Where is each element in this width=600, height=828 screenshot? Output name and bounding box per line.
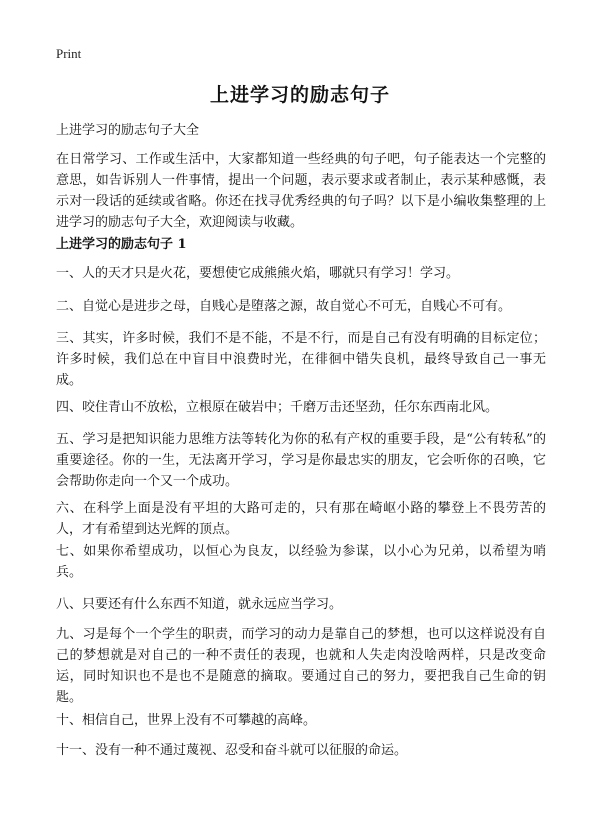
list-item: 四、咬住青山不放松，立根原在破岩中；千磨万击还坚劲，任尔东西南北风。	[56, 400, 499, 415]
list-item: 五、学习是把知识能力思维方法等转化为你的私有产权的重要手段，是“公有转私”的重要途径。你的一生，无法离开学习，学习是你最忠实的朋友，它会听你的召唤，它会帮助你走向一个又一个成功。	[56, 432, 546, 489]
list-item: 七、如果你希望成功，以恒心为良友，以经验为参谋，以小心为兄弟，以希望为哨兵。	[56, 544, 546, 580]
list-item: 一、人的天才只是火花，要想使它成熊熊火焰，哪就只有学习！学习。	[56, 266, 460, 281]
list-item: 二、自觉心是进步之母，自贱心是堕落之源，故自觉心不可无，自贱心不可有。	[56, 299, 512, 314]
list-item: 十、相信自己，世界上没有不可攀越的高峰。	[56, 713, 317, 728]
list-item: 九、习是每个一个学生的职责，而学习的动力是靠自己的梦想，也可以这样说没有自己的梦想就是对自己的一种不责任的表现，也就和人失走肉没啥两样，只是改变命运，同时知识也不是也不是随意的摘取。要通过自己的努力，要把我自己生命的钥匙。	[56, 627, 546, 705]
list-item: 八、只要还有什么东西不知道，就永远应当学习。	[56, 597, 343, 612]
print-link[interactable]: Print	[56, 46, 82, 61]
list-item: 六、在科学上面是没有平坦的大路可走的，只有那在崎岖小路的攀登上不畏劳苦的人，才有希望到达光辉的顶点。	[56, 501, 546, 537]
intro-paragraph: 在日常学习、工作或生活中，大家都知道一些经典的句子吧，句子能表达一个完整的意思，如告诉别人一件事情，提出一个问题，表示要求或者制止，表示某种感慨，表示对一段话的延续或省略。你还在找寻优秀经典的句子吗？以下是小编收集整理的上进学习的励志句子大全，欢迎阅读与收藏。	[56, 152, 546, 230]
list-item: 十一、没有一种不通过蔑视、忍受和奋斗就可以征服的命运。	[56, 743, 408, 758]
subtitle: 上进学习的励志句子大全	[56, 123, 200, 138]
page-title: 上进学习的励志句子	[209, 84, 390, 106]
list-item: 三、其实，许多时候，我们不是不能，不是不行，而是自己有没有明确的目标定位；许多时候，我们总在中盲目中浪费时光，在徘徊中错失良机，最终导致自己一事无成。	[56, 331, 546, 388]
section-heading: 上进学习的励志句子 1	[56, 237, 187, 252]
